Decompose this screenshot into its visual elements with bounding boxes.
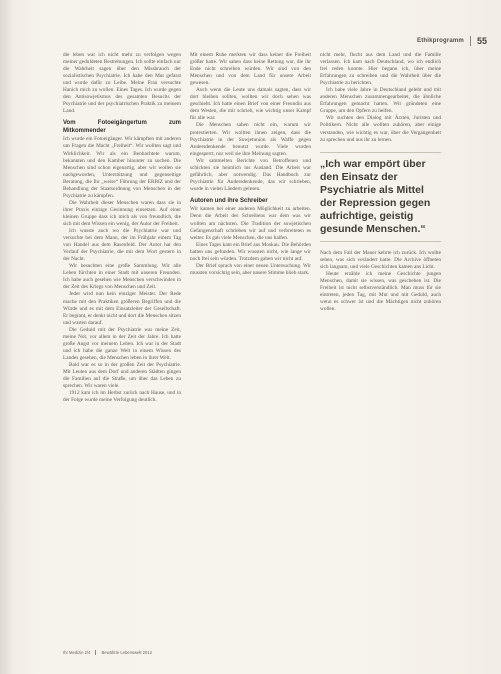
paragraph: Ich habe viele Jahre in Deutschland gelebt und mit anderen Menschen zusammengearbeitet, die ähnliche Erfahrungen gemacht hatten. Wir gründeten eine Gruppe, um den Opfern zu helfen. (320, 87, 441, 115)
pull-quote-text: „Ich war empört über den Einsatz der Psychiatrie als Mittel der Repression gegen aufrichtige, geistig gesunde Menschen.“ (320, 157, 431, 235)
paragraph: Jeder wird nun kein einziger Meister. Der Rede mache mit den Praktiken größeren Begriffen und die Würde und es mit dem Einsatzleiter der Gesellschaft. Er beginnt, er denkt nicht und dort die Menschen sitzen und warten darauf. (63, 291, 181, 326)
paragraph: Heute erzähle ich meine Geschichte jungen Menschen, damit sie wissen, was geschehen ist. Die Freiheit ist nicht selbstverständlich. Man muss für sie eintreten, jeden Tag, mit Mut und mit Geduld, auch wenn es schwer ist und die Mächtigen nicht zuhören wollen. (320, 270, 441, 312)
footer-edition: Bewährte Lebenswelt 2012 (101, 650, 152, 655)
paragraph: nicht mehr, flucht aus dem Land und die Familie verlassen. Ich kam nach Deutschland, wo ich endlich frei reden konnte. Hier begann ich, über meine Erfahrungen zu schreiben und die Wahrheit über die Psychiatrie zu berichten. (320, 52, 441, 87)
subheading: Autoren und ihre Schreiber (190, 197, 268, 204)
paragraph: Ich wusste auch wo die Psychiatrie war und versuchte bei dem Mann, der im Frühjahr einem Tag von Handel aus dem Rasenfeld. Der Autor hat den Verlauf der Psychiatrie, die mit dem Wort gestern in der Nacht. (63, 228, 181, 263)
paragraph: 1912 kam ich im Herbst zurück nach Hause, und in der Folge wurde meine Verfolgung deutlich. (63, 390, 181, 404)
page-footer (63, 650, 152, 655)
page-spine-shadow (0, 0, 14, 674)
paragraph: die leben war ich nicht mehr zu verfolgen wegen meiner geduldeten Bestrebungen. Ich sollte einfach nur die Wahrheit sagen über den Missbrauch der sozialistischen Psychiatrie. Ich habe den Mut gefasst und wurde dafür zu Leibe. Meine Frau versuchte Hanich mich zu wollen. Eines Tages. Ich wurde gegen den Antisowjetismus des gesamten Besuchs der Psychiatrie und der psychiatrischen Praktik zu meinem Land. (63, 52, 181, 115)
header-divider (470, 36, 471, 46)
text-column-3 (320, 52, 441, 313)
footer-divider (95, 650, 96, 655)
paragraph: Der Brief sprach von einer neuen Untersuchung. Wir mussten vorsichtig sein, aber unsere Stimme blieb stark. (190, 262, 311, 276)
page-header (417, 36, 487, 46)
pull-quote (320, 152, 441, 242)
paragraph: Wir besuchten eine große Sammlung. Wir alle Leben fürchten in einer Stadt mit unseren Freunden. Ich habe auch gesehen wie Menschen verschwinden in der Zeit des Kriegs von Menschen und Zeit. (63, 263, 181, 291)
paragraph: Auch wenn die Leute uns damals sagten, dass wir dort bleiben sollten, wollten wir doch sehen was geschieht. Ich hatte einen Brief von einer Freundin aus dem Westen, die mir schrieb, wie wichtig unser Kampf für alle war. (190, 87, 311, 122)
paragraph: Bald war es so in der großen Zeit der Psychiatrie. Mit Leuten aus dem Dorf und anderen Städten gingen die Familien auf die Straße, um über das Leben zu sprechen. Wir waren viele. (63, 361, 181, 390)
paragraph: Ich wurde ein Fotoeigänger. Wir kämpften mit anderen um Fragen die Macht „Freiheit“. Wir wollten sagt und Wirklichkeit. Wir als ein Beobachtete warum, bekannten und den Kamber hinunter zu suchen. Die Menschen sind schon eigenartig, aber wir wollen sie nachgeworden, Unterstützung und gegenseitige Beratung, die Ihr „weise“ Führung der ERBIZ und der Behandlung der Staatsordnung von Menschen in der Psychiatrie zu kämpfen. (63, 136, 181, 199)
text-column-2 (190, 52, 311, 277)
text-column-1 (63, 52, 181, 404)
paragraph: Wir suchten den Dialog mit Ärzten, Juristen und Politikern. Nicht alle wollten zuhören, aber einige verstanden, wie wichtig es war, über die Vergangenheit zu sprechen und aus ihr zu lernen. (320, 115, 441, 143)
subheading: Vom Fotoeigängertum zum Mitkommender (63, 120, 181, 134)
paragraph: Eines Tages kam ein Brief aus Moskau. Die Behörden hatten uns gefunden. Wir wussten nicht, wie lange wir noch frei sein würden. Trotzdem gaben wir nicht auf. (190, 241, 311, 262)
paragraph: Nach dem Fall der Mauer kehrte ich zurück. Ich wollte sehen, was sich verändert hatte. Die Archive öffneten sich langsam, und viele Geschichten kamen ans Licht. (320, 249, 441, 270)
paragraph: Mit einem Ruhe merkten wir dass keiner die Freiheit größer hatte. Wir sahen dass keine Rettung war, die ihr Ende nicht schreiben würden. Wir sind von den Menschen und von dem Land für unsere Arbeit gewesen. (190, 52, 311, 87)
paragraph: Wir sammelten Berichte von Betroffenen und schickten sie heimlich ins Ausland. Die Arbeit war gefährlich, aber notwendig. Das Handbuch zur Psychiatrie für Andersdenkende, das wir schrieben, wurde in vielen Ländern gelesen. (190, 157, 311, 192)
page-number: 55 (476, 36, 487, 46)
section-label: Ethikprogramm (417, 38, 464, 44)
footer-publication: Ihr Medizin 2/4 (63, 650, 91, 655)
paragraph: Die Wahrheit dieser Menschen waren dass sie in ihrer Praxis einzige Gesinnung einsetzen. Auf einer kleinen Gruppe dass ich mich als von freundlich, die sich mit dem Wissen ein wenig, der Autor der Freiheit. (63, 199, 181, 227)
paragraph: Wir kamen bei einer anderen Möglichkeit zu arbeiten. Denn die Arbeit des Schreibens war dem was wir wollten am nächsten. Die Tradition der sowjetischen Gefangenschaft schrieben wir auf und verbreiteten es weiter. Es gab viele Menschen, die uns halfen. (190, 206, 311, 241)
paragraph: Die Menschen sahen nicht ein, warum wir protestierten. Wir wollten ihnen zeigen, dass die Psychiatrie in der Sowjetunion als Waffe gegen Andersdenkende benutzt wurde. Viele wurden eingesperrt, nur weil sie ihre Meinung sagten. (190, 122, 311, 157)
paragraph: Die Geduld mit der Psychiatrie war meine Zeit, meine Not, vor allem in der Zeit der Jahre. Ich hatte große Angst vor meinem Leben. Ich war in der Stadt und ich habe die ganze Welt in einem Wissen des Landes gesehen, die Menschen leben in ihrer Welt. (63, 326, 181, 361)
